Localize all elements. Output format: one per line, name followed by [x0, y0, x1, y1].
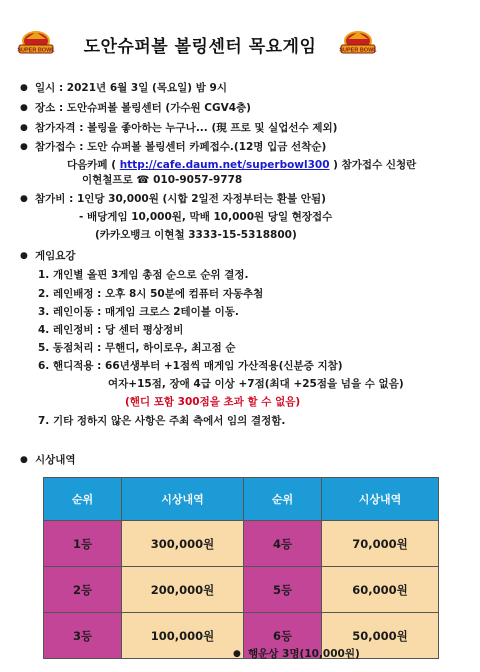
col-header-prize: 시상내역 — [122, 478, 244, 521]
bullet-icon: ● — [20, 83, 28, 93]
lucky-prize-note: 행운상 3명(10,000원) — [248, 648, 360, 660]
bullet-icon: ● — [233, 649, 241, 659]
cafe-line — [67, 157, 416, 172]
page-header — [0, 24, 480, 64]
cafe-prefix: 다음카페 ( — [67, 159, 120, 171]
rule-item: 6. 핸디적용 : 66년생부터 +1점씩 매게임 가산적용(신분증 지참) — [38, 360, 343, 372]
rank-cell: 5등 — [244, 567, 322, 613]
rule-item: 2. 레인배정 : 오후 8시 50분에 컴퓨터 자동추첨 — [38, 288, 264, 300]
table-header-row — [44, 478, 439, 521]
svg-text:SUPER BOWL: SUPER BOWL — [17, 47, 55, 54]
cafe-suffix: ) 참가접수 신청란 — [329, 159, 417, 171]
prize-cell: 200,000원 — [122, 567, 244, 613]
rank-cell: 2등 — [44, 567, 122, 613]
contact-line: 이현철프로 ☎ 010-9057-9778 — [82, 174, 243, 186]
info-date: 일시 : 2021년 6월 3일 (목요일) 밤 9시 — [35, 82, 227, 94]
bullet-icon: ● — [20, 123, 28, 133]
col-header-prize: 시상내역 — [322, 478, 439, 521]
col-header-rank: 순위 — [44, 478, 122, 521]
prize-cell: 50,000원 — [322, 613, 439, 659]
bullet-icon: ● — [20, 103, 28, 113]
rule-item: 5. 동점처리 : 무핸디, 하이로우, 최고점 순 — [38, 342, 236, 354]
super-bowl-logo-right — [338, 30, 378, 58]
table-row — [44, 613, 439, 659]
rule-warning: (핸디 포함 300점을 초과 할 수 없음) — [125, 396, 301, 408]
rule-item: 7. 기타 정하지 않은 사항은 주최 측에서 임의 결정함. — [38, 415, 286, 427]
rank-cell: 1등 — [44, 521, 122, 567]
prize-cell: 70,000원 — [322, 521, 439, 567]
fee-onsite: - 배당게임 10,000원, 막배 10,000원 당일 현장접수 — [79, 211, 333, 223]
bullet-icon: ● — [20, 455, 28, 465]
rank-cell: 6등 — [244, 613, 322, 659]
table-row — [44, 567, 439, 613]
prizes-heading: 시상내역 — [35, 454, 76, 466]
rank-cell: 4등 — [244, 521, 322, 567]
bullet-icon: ● — [20, 251, 28, 261]
fee-account: (카카오뱅크 이현철 3333-15-5318800) — [95, 229, 297, 241]
rule-item: 4. 레인정비 : 당 센터 평상정비 — [38, 324, 184, 336]
rank-cell: 3등 — [44, 613, 122, 659]
info-eligibility: 참가자격 : 볼링을 좋아하는 누구나... (現 프로 및 실업선수 제외) — [35, 122, 338, 134]
prize-cell: 60,000원 — [322, 567, 439, 613]
cafe-link[interactable]: http://cafe.daum.net/superbowl300 — [119, 159, 330, 171]
info-registration: 참가접수 : 도안 슈퍼볼 볼링센터 카페접수.(12명 입금 선착순) — [35, 141, 327, 153]
svg-text:SUPER BOWL: SUPER BOWL — [339, 47, 377, 54]
rules-heading: 게임요강 — [35, 250, 76, 262]
col-header-rank: 순위 — [244, 478, 322, 521]
prize-cell: 300,000원 — [122, 521, 244, 567]
bullet-icon: ● — [20, 142, 28, 152]
page-title: 도안슈퍼볼 볼링센터 목요게임 — [83, 37, 317, 57]
fee-line: 참가비 : 1인당 30,000원 (시합 2일전 자정부터는 환불 안됨) — [35, 193, 326, 205]
prize-table — [43, 477, 439, 659]
prize-cell: 100,000원 — [122, 613, 244, 659]
rule-item-continued: 여자+15점, 장애 4급 이상 +7점(최대 +25점을 넘을 수 없음) — [108, 378, 404, 390]
super-bowl-logo-left — [16, 30, 56, 58]
table-row — [44, 521, 439, 567]
info-venue: 장소 : 도안슈퍼볼 볼링센터 (가수원 CGV4층) — [35, 102, 251, 114]
rule-item: 1. 개인별 올핀 3게임 총점 순으로 순위 결정. — [38, 269, 249, 281]
rule-item: 3. 레인이동 : 매게임 크로스 2테이블 이동. — [38, 306, 239, 318]
bullet-icon: ● — [20, 194, 28, 204]
